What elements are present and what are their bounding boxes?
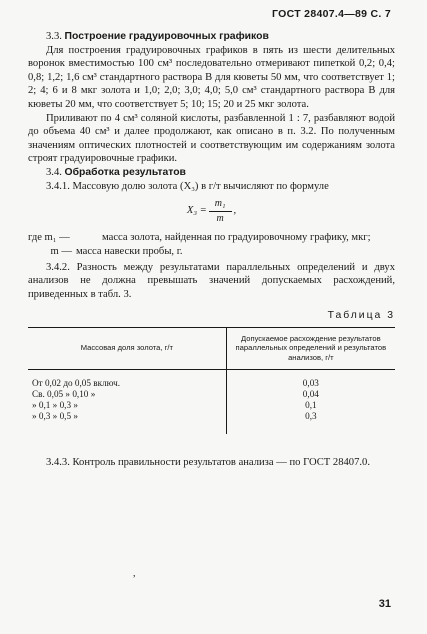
stray-mark: , [133, 568, 136, 579]
paragraph-3-4-1: 3.4.1. Массовую долю золота (X₃) в г/т вычисляют по формуле [46, 180, 329, 192]
tolerance-table [28, 327, 395, 435]
table-cell-range: Св. 0,05 » 0,10 » [28, 389, 226, 400]
formula [28, 197, 395, 225]
heading-text: Обработка результатов [64, 166, 186, 178]
paragraph-3-4-3: 3.4.3. Контроль правильности результатов анализа — по ГОСТ 28407.0. [46, 457, 370, 469]
table-cell-value: 0,1 [305, 400, 317, 411]
table-cell-value: 0,03 [302, 377, 319, 388]
legend-symbol: m — [50, 245, 72, 257]
heading-number: 3.3. [46, 31, 62, 42]
table-cell-value: 0,04 [302, 388, 319, 399]
paragraph-3-3-1: Для построения градуировочных графиков в пять из шести делительных воронок вместимостью 100 см³ последовательно отмеривают пипеткой 0,2; 0,4; 0,8; 1,2; 1,6 см³ стандартного раствора В для кюветы 50 мм, что соответствует 1; 2; 4; 6 и 8 мкг золота и 1,0; 2,0; 3,0; 4,0; 5,0 см³ стандартного раствора В для кюветы 20 мм, что соответствует 5; 10; 15; 20 и 25 мкг золота. [28, 44, 395, 110]
table-row [28, 369, 395, 389]
table-header-tolerance: Допускаемое расхождение результатов параллельных определений и результатов анализов, г/т [226, 327, 395, 369]
heading-number: 3.4. [46, 166, 62, 178]
legend-description: масса навески пробы, г. [76, 245, 183, 257]
formula-tail: , [233, 205, 237, 217]
table-cell-range: От 0,02 до 0,05 включ. [28, 369, 226, 389]
formula-legend [28, 231, 395, 258]
table-header-mass-fraction: Массовая доля золота, г/т [28, 327, 226, 369]
heading-text: Построение градуировочных графиков [64, 31, 269, 42]
page-header: ГОСТ 28407.4—89 С. 7 [272, 8, 391, 20]
page-content [28, 30, 395, 470]
table-header-row [28, 327, 395, 369]
table-row [28, 400, 395, 411]
table-caption: Таблица 3 [327, 310, 395, 322]
table-row [28, 389, 395, 400]
legend-description: масса золота, найденная по градуировочному графику, мкг; [102, 232, 371, 244]
formula-lhs: X₃ = [186, 205, 207, 217]
formula-denominator: m [216, 212, 224, 224]
legend-row [28, 231, 395, 245]
paragraph-3-4-2: 3.4.2. Разность между результатами параллельных определений и двух анализов не должна превышать значений допускаемых расхождений, приведенных в табл. 3. [28, 261, 395, 300]
table-cell-value: 0,3 [305, 411, 317, 422]
formula-numerator: m₁ [209, 197, 232, 212]
legend-symbol: где m₁ — [28, 232, 70, 244]
section-heading-3-3 [28, 30, 395, 44]
section-heading-3-4 [28, 166, 395, 180]
table-cell-range: » 0,3 » 0,5 » [28, 411, 226, 434]
table-cell-range: » 0,1 » 0,3 » [28, 400, 226, 411]
paragraph-3-3-2: Приливают по 4 см³ соляной кислоты, разбавленной 1 : 7, разбавляют водой до объема 40 см³ и далее продолжают, как описано в п. 3.2. По полученным значениям оптических плотностей и соответствующим им содержаниям золота строят градуировочные графики. [28, 112, 395, 165]
legend-row [28, 245, 395, 259]
page-number: 31 [378, 598, 391, 610]
table-row [28, 411, 395, 434]
formula-fraction [209, 197, 232, 225]
